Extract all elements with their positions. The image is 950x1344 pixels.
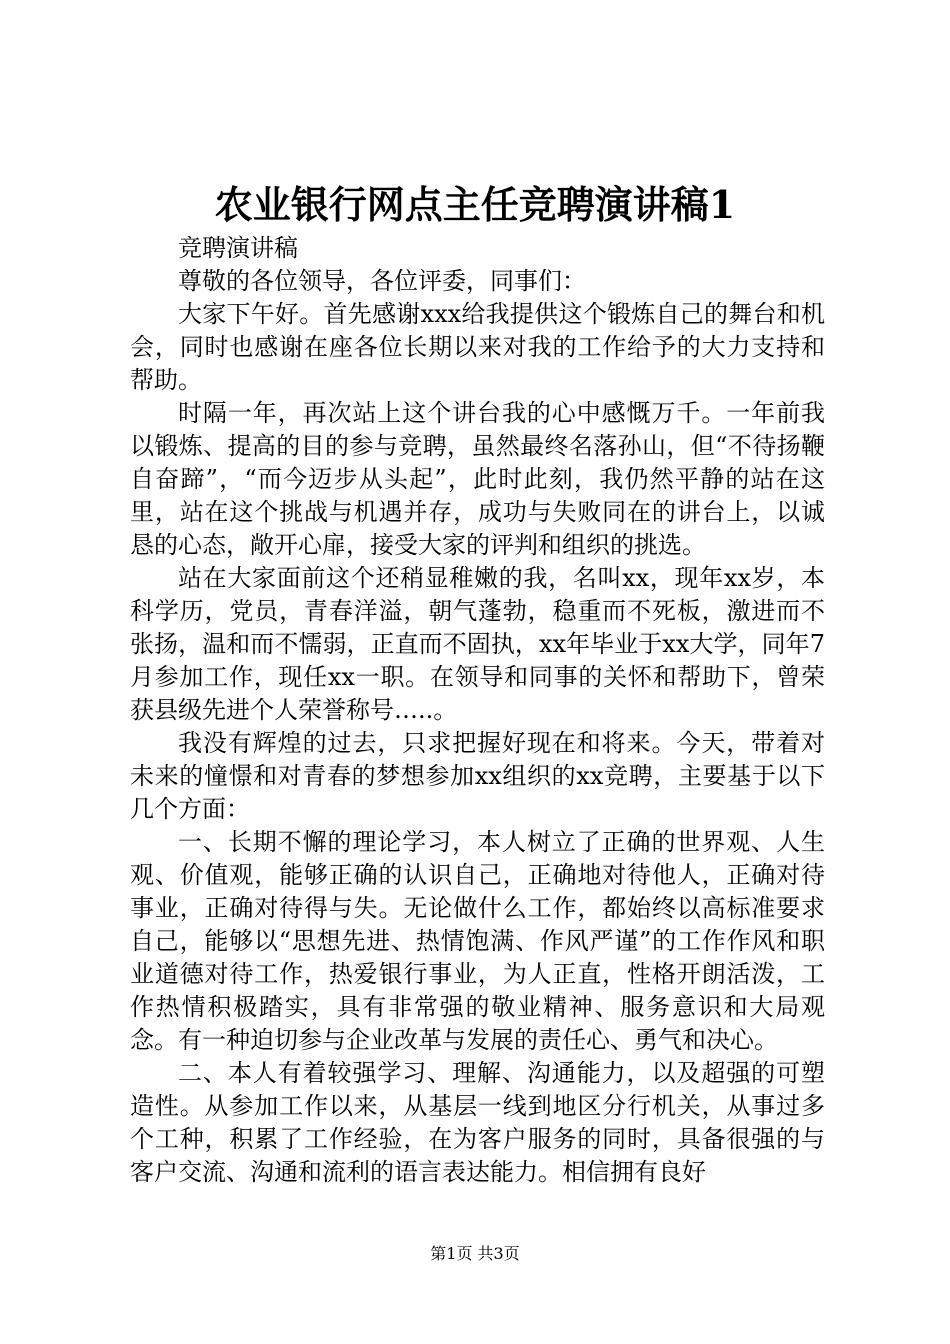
paragraph: 大家下午好。首先感谢xxx给我提供这个锻炼自己的舞台和机会，同时也感谢在座各位长期以来对我的工作给予的大力支持和帮助。 <box>130 300 825 394</box>
paragraph-heading: 竞聘演讲稿 <box>178 234 298 262</box>
paragraph: 站在大家面前这个还稍显稚嫩的我，名叫xx，现年xx岁，本科学历，党员，青春洋溢，朝气蓬勃，稳重而不死板，激进而不张扬，温和而不懦弱，正直而不固执，xx年毕业于xx大学，同年7月参加工作，现任xx一职。在领导和同事的关怀和帮助下，曾荣获县级先进个人荣誉称号…..。 <box>130 564 825 724</box>
document-body <box>130 232 825 1189</box>
paragraph: 二、本人有着较强学习、理解、沟通能力，以及超强的可塑造性。从参加工作以来，从基层一线到地区分行机关，从事过多个工种，积累了工作经验，在为客户服务的同时，具备很强的与客户交流、沟通和流利的语言表达能力。相信拥有良好 <box>130 1059 825 1186</box>
page-footer: 第1页 共3页 <box>430 1244 520 1263</box>
paragraph-salutation: 尊敬的各位领导，各位评委，同事们： <box>178 267 586 295</box>
paragraph: 我没有辉煌的过去，只求把握好现在和将来。今天，带着对未来的憧憬和对青春的梦想参加xx组织的xx竞聘，主要基于以下几个方面： <box>130 729 825 823</box>
document-title: 农业银行网点主任竞聘演讲稿1 <box>214 182 736 227</box>
paragraph: 时隔一年，再次站上这个讲台我的心中感慨万千。一年前我以锻炼、提高的目的参与竞聘，虽然最终名落孙山，但“不待扬鞭自奋蹄”，“而今迈步从头起”，此时此刻，我仍然平静的站在这里，站在这个挑战与机遇并存，成功与失败同在的讲台上，以诚恳的心态，敞开心扉，接受大家的评判和组织的挑选。 <box>130 399 825 559</box>
paragraph: 一、长期不懈的理论学习，本人树立了正确的世界观、人生观、价值观，能够正确的认识自己，正确地对待他人，正确对待事业，正确对待得与失。无论做什么工作，都始终以高标准要求自己，能够以“思想先进、热情饱满、作风严谨”的工作作风和职业道德对待工作，热爱银行事业，为人正直，性格开朗活泼，工作热情积极踏实，具有非常强的敬业精神、服务意识和大局观念。有一种迫切参与企业改革与发展的责任心、勇气和决心。 <box>130 828 825 1054</box>
